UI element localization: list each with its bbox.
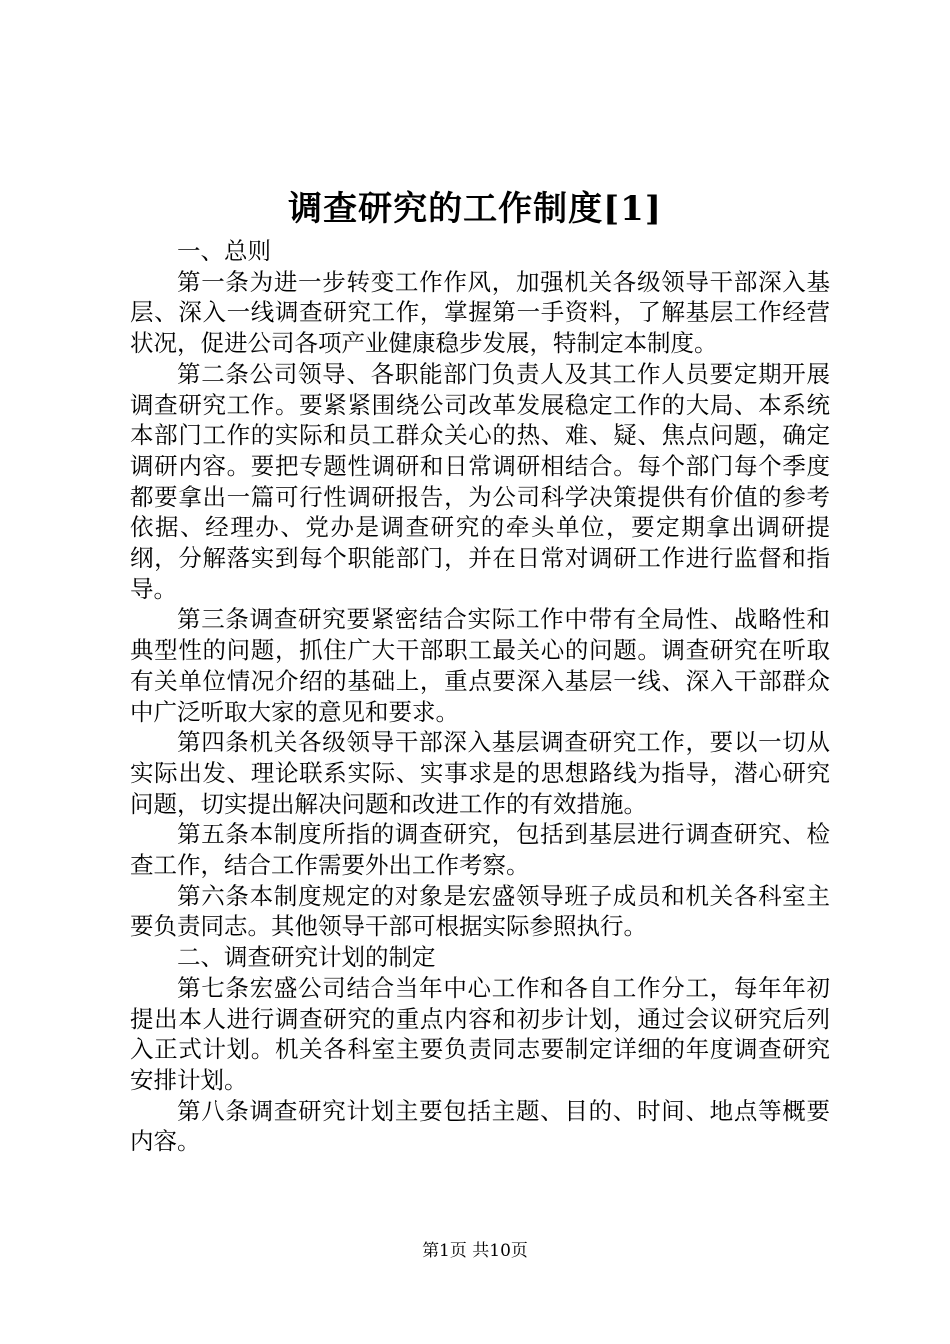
article-5: 第五条本制度所指的调查研究，包括到基层进行调查研究、检查工作，结合工作需要外出工作考察。 [130,820,830,880]
article-4: 第四条机关各级领导干部深入基层调查研究工作，要以一切从实际出发、理论联系实际、实事求是的思想路线为指导，潜心研究问题，切实提出解决问题和改进工作的有效措施。 [130,728,830,818]
article-2: 第二条公司领导、各职能部门负责人及其工作人员要定期开展调查研究工作。要紧紧围绕公司改革发展稳定工作的大局、本系统本部门工作的实际和员工群众关心的热、难、疑、焦点问题，确定调研内容。要把专题性调研和日常调研相结合。每个部门每个季度都要拿出一篇可行性调研报告，为公司科学决策提供有价值的参考依据、经理办、党办是调查研究的牵头单位，要定期拿出调研提纲，分解落实到每个职能部门，并在日常对调研工作进行监督和指导。 [130,359,830,603]
article-6: 第六条本制度规定的对象是宏盛领导班子成员和机关各科室主要负责同志。其他领导干部可根据实际参照执行。 [130,881,830,941]
article-1: 第一条为进一步转变工作作风，加强机关各级领导干部深入基层、深入一线调查研究工作，掌握第一手资料，了解基层工作经营状况，促进公司各项产业健康稳步发展，特制定本制度。 [130,267,830,358]
article-7: 第七条宏盛公司结合当年中心工作和各自工作分工，每年年初提出本人进行调查研究的重点内容和初步计划，通过会议研究后列入正式计划。机关各科室主要负责同志要制定详细的年度调查研究安排计划。 [130,973,830,1094]
section-heading-plan: 二、调查研究计划的制定 [177,943,436,972]
section-heading-general: 一、总则 [177,237,271,265]
article-3: 第三条调查研究要紧密结合实际工作中带有全局性、战略性和典型性的问题，抓住广大干部职工最关心的问题。调查研究在听取有关单位情况介绍的基础上，重点要深入基层一线、深入干部群众中广泛听取大家的意见和要求。 [130,605,830,726]
document-title: 调查研究的工作制度[1] [288,189,662,229]
page-number-footer: 第1页 共10页 [422,1241,528,1261]
article-8: 第八条调查研究计划主要包括主题、目的、时间、地点等概要内容。 [130,1096,830,1156]
document-body [130,236,830,1157]
